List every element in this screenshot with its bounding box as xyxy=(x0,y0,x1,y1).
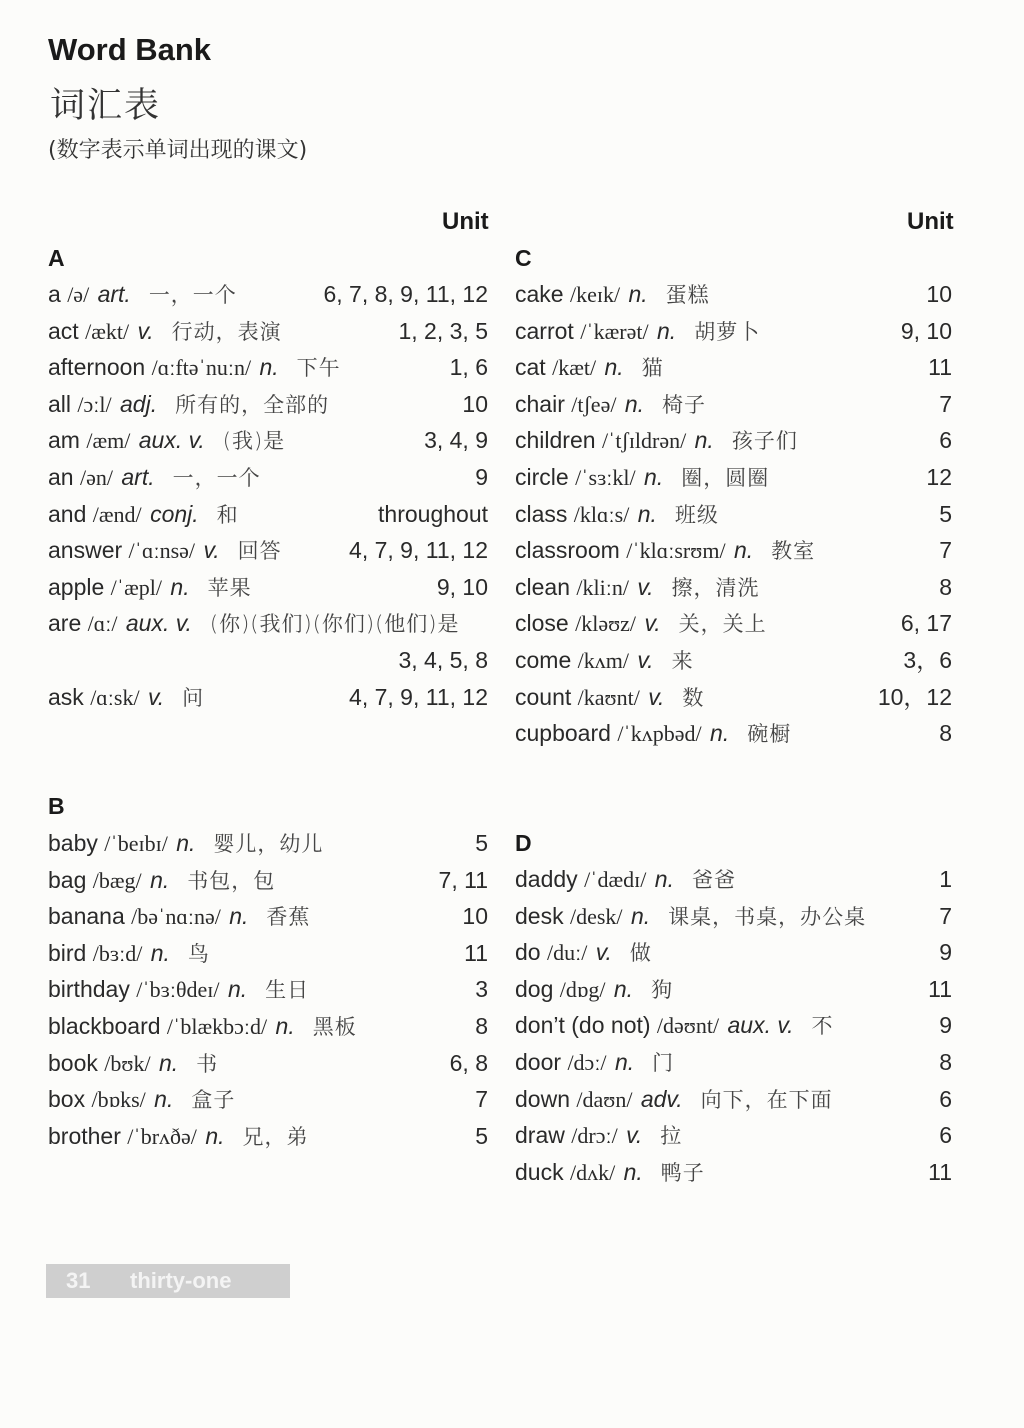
entry-word: brother xyxy=(48,1122,121,1149)
entry-units: 11 xyxy=(928,975,952,1002)
word-entry xyxy=(515,1119,952,1151)
entry-word: and xyxy=(48,500,87,527)
entry-units: 5 xyxy=(939,500,952,527)
entry-word: cupboard xyxy=(515,720,611,747)
entry-chinese-meaning: 门 xyxy=(652,1051,675,1075)
entry-word: birthday xyxy=(48,976,130,1003)
entry-units: 8 xyxy=(939,573,952,600)
entry-part-of-speech: n. xyxy=(644,464,664,490)
entry-part-of-speech: n. xyxy=(657,317,677,344)
entry-part-of-speech: n. xyxy=(637,500,657,527)
entry-word: an xyxy=(48,464,74,490)
word-entry xyxy=(48,1120,488,1152)
word-entry xyxy=(515,1009,952,1041)
entry-phonetic: /dʌk/ xyxy=(569,1159,616,1185)
entry-units: 7 xyxy=(939,902,952,929)
word-entry xyxy=(48,534,488,566)
entry-part-of-speech: v. xyxy=(203,537,220,564)
entry-phonetic: /ɑː/ xyxy=(87,611,118,637)
entry-word: don’t (do not) xyxy=(515,1012,651,1039)
entry-phonetic: /dɒg/ xyxy=(559,976,606,1002)
entry-phonetic: /tʃeə/ xyxy=(571,391,617,417)
entry-chinese-meaning: 孩子们 xyxy=(731,429,798,454)
entry-chinese-meaning: 香蕉 xyxy=(266,905,311,930)
entry-units: 3, 4, 5, 8 xyxy=(398,647,488,673)
entry-phonetic: /keɪk/ xyxy=(569,282,621,307)
entry-units: 8 xyxy=(475,1013,488,1039)
word-entry xyxy=(48,644,488,676)
word-entry xyxy=(515,388,952,420)
page-number-word: thirty-one xyxy=(130,1268,232,1293)
entry-units: 9 xyxy=(939,939,952,966)
entry-units: 6, 7, 8, 9, 11, 12 xyxy=(323,281,488,307)
entry-chinese-meaning: 和 xyxy=(216,502,239,527)
entry-phonetic: /ˈɑːnsə/ xyxy=(128,538,196,564)
word-entry xyxy=(48,1047,488,1079)
word-entry xyxy=(48,937,488,969)
entry-units: 4, 7, 9, 11, 12 xyxy=(349,683,488,710)
entry-phonetic: /ˈbeɪbɪ/ xyxy=(104,831,168,856)
entry-phonetic: /ˈtʃɪldrən/ xyxy=(601,428,687,454)
word-entry xyxy=(515,1083,952,1115)
entry-part-of-speech: n. xyxy=(176,830,196,856)
entry-chinese-meaning: 问 xyxy=(182,685,205,710)
entry-chinese-meaning: 向下，在下面 xyxy=(700,1087,833,1112)
entry-part-of-speech: n. xyxy=(624,390,645,417)
entry-chinese-meaning: 婴儿，幼儿 xyxy=(213,832,324,856)
entry-phonetic: /bɜːd/ xyxy=(92,940,143,966)
word-entry xyxy=(515,900,952,932)
entry-units: 8 xyxy=(939,1049,952,1075)
entry-phonetic: /ˈblækbɔːd/ xyxy=(166,1014,268,1039)
entry-units: 6, 17 xyxy=(900,610,952,637)
page-number: 31 xyxy=(66,1268,91,1293)
entry-units: 5 xyxy=(475,1122,488,1149)
entry-word: count xyxy=(515,683,572,710)
entry-part-of-speech: aux. v. xyxy=(138,427,205,454)
entry-word: afternoon xyxy=(48,354,146,381)
unit-header-left: Unit xyxy=(442,208,489,235)
entry-phonetic: /bɒks/ xyxy=(91,1087,146,1113)
word-entry xyxy=(48,864,488,896)
entry-part-of-speech: n. xyxy=(150,939,170,966)
entry-phonetic: /kæt/ xyxy=(552,355,597,381)
word-entry xyxy=(515,461,952,493)
entry-chinese-meaning: 圈，圆圈 xyxy=(681,466,770,490)
entry-units: 10 xyxy=(462,390,488,417)
entry-phonetic: /ˈdædɪ/ xyxy=(584,867,647,892)
word-entry xyxy=(515,534,952,566)
entry-word: dog xyxy=(515,975,554,1002)
entry-phonetic: /ɑːsk/ xyxy=(90,684,140,710)
entry-units: 7 xyxy=(939,390,952,417)
page-subtitle: 词汇表 xyxy=(50,86,162,126)
unit-header-right: Unit xyxy=(907,208,954,235)
entry-chinese-meaning: 下午 xyxy=(296,356,341,381)
entry-part-of-speech: n. xyxy=(275,1013,295,1039)
entry-part-of-speech: v. xyxy=(147,683,165,710)
entry-part-of-speech: adj. xyxy=(120,390,158,417)
entry-units: 6 xyxy=(939,1122,952,1149)
entry-phonetic: /ˈbɜːθdeɪ/ xyxy=(136,977,220,1003)
entry-units: 10，12 xyxy=(877,683,952,710)
entry-part-of-speech: n. xyxy=(150,866,170,893)
entry-part-of-speech: n. xyxy=(227,976,248,1003)
entry-word: are xyxy=(48,610,82,637)
word-entry xyxy=(515,278,952,310)
entry-units: 9 xyxy=(939,1012,952,1039)
entry-phonetic: /ɑːftəˈnuːn/ xyxy=(151,355,252,381)
entry-part-of-speech: art. xyxy=(121,464,155,490)
entry-word: duck xyxy=(515,1158,564,1185)
word-entry xyxy=(515,644,952,676)
word-entry xyxy=(48,1010,488,1042)
page-footer xyxy=(46,1264,290,1298)
entry-chinese-meaning: (你)(我们)(你们)(他们)是 xyxy=(209,612,460,637)
entry-phonetic: /desk/ xyxy=(569,903,623,929)
entry-chinese-meaning: 班级 xyxy=(674,502,719,527)
entry-word: close xyxy=(515,610,569,637)
entry-units: 1 xyxy=(939,866,952,892)
entry-word: daddy xyxy=(515,866,578,892)
word-entry xyxy=(515,315,952,347)
entry-part-of-speech: n. xyxy=(614,1049,635,1075)
entry-chinese-meaning: 黑板 xyxy=(312,1015,357,1039)
entry-chinese-meaning: 擦，清洗 xyxy=(671,575,760,600)
word-entry xyxy=(515,351,952,383)
entry-chinese-meaning: 课桌，书桌，办公桌 xyxy=(668,904,867,929)
entry-chinese-meaning: 狗 xyxy=(651,977,674,1002)
word-entry xyxy=(48,607,488,639)
entry-units: 9, 10 xyxy=(900,317,952,344)
entry-word: all xyxy=(48,390,72,417)
entry-phonetic: /duː/ xyxy=(546,940,588,966)
entry-word: chair xyxy=(515,390,565,417)
entry-units: 6, 8 xyxy=(449,1049,488,1076)
entry-units: 3 xyxy=(475,976,488,1003)
entry-word: bag xyxy=(48,866,87,893)
entry-word: bird xyxy=(48,939,87,966)
word-entry xyxy=(515,863,952,895)
entry-part-of-speech: n. xyxy=(158,1049,179,1076)
entry-phonetic: /æm/ xyxy=(86,428,131,454)
word-entry xyxy=(48,1083,488,1115)
entry-phonetic: /klɑːs/ xyxy=(573,501,630,527)
word-entry xyxy=(515,1156,952,1188)
entry-chinese-meaning: 胡萝卜 xyxy=(694,319,761,344)
entry-phonetic: /bʊk/ xyxy=(104,1050,151,1076)
entry-phonetic: /ˈkærət/ xyxy=(580,318,649,344)
entry-part-of-speech: n. xyxy=(229,903,249,930)
entry-chinese-meaning: 来 xyxy=(671,649,694,673)
entry-units: 3，6 xyxy=(903,647,952,673)
entry-word: cake xyxy=(515,281,564,307)
entry-part-of-speech: aux. v. xyxy=(727,1012,794,1039)
entry-units: 3, 4, 9 xyxy=(424,427,488,454)
entry-chinese-meaning: 一，一个 xyxy=(172,466,261,490)
word-entry xyxy=(48,827,488,859)
section-letter-a: A xyxy=(48,245,65,271)
entry-chinese-meaning: 教室 xyxy=(771,539,816,564)
entry-units: 9 xyxy=(475,464,488,490)
entry-part-of-speech: v. xyxy=(648,683,665,710)
entry-units: 10 xyxy=(462,903,488,930)
entry-units: 11 xyxy=(928,354,952,381)
entry-part-of-speech: v. xyxy=(637,647,654,673)
entry-units: 9, 10 xyxy=(436,573,488,600)
entry-word: ask xyxy=(48,683,84,710)
entry-chinese-meaning: (我)是 xyxy=(222,429,286,454)
entry-part-of-speech: n. xyxy=(170,573,190,600)
word-entry xyxy=(48,351,488,383)
section-letter-d: D xyxy=(515,830,532,856)
entry-units: 7 xyxy=(939,537,952,564)
entry-word: circle xyxy=(515,464,569,490)
entry-word: answer xyxy=(48,537,123,564)
section-letter-b: B xyxy=(48,793,65,819)
entry-units: 6 xyxy=(939,427,952,454)
entry-chinese-meaning: 做 xyxy=(629,941,652,966)
entry-phonetic: /ɔːl/ xyxy=(77,391,112,417)
entry-part-of-speech: n. xyxy=(628,281,648,307)
entry-part-of-speech: v. xyxy=(637,573,654,600)
entry-phonetic: /kləʊz/ xyxy=(575,611,637,637)
entry-chinese-meaning: 碗橱 xyxy=(747,722,792,747)
word-entry xyxy=(48,461,488,493)
word-entry xyxy=(48,571,488,603)
entry-word: door xyxy=(515,1049,562,1075)
entry-chinese-meaning: 生日 xyxy=(265,978,310,1003)
entry-units: 11 xyxy=(464,939,488,966)
entry-phonetic: /daʊn/ xyxy=(576,1086,633,1112)
word-entry xyxy=(48,498,488,530)
entry-word: clean xyxy=(515,573,570,600)
entry-chinese-meaning: 爸爸 xyxy=(691,868,736,892)
entry-chinese-meaning: 不 xyxy=(811,1014,834,1039)
entry-chinese-meaning: 蛋糕 xyxy=(665,283,710,307)
entry-phonetic: /dəʊnt/ xyxy=(656,1013,720,1039)
entry-chinese-meaning: 鸟 xyxy=(187,941,210,966)
entry-phonetic: /bəˈnɑːnə/ xyxy=(131,904,221,930)
entry-phonetic: /dɔː/ xyxy=(567,1050,607,1075)
entry-units: 12 xyxy=(926,464,952,490)
word-entry xyxy=(48,388,488,420)
entry-chinese-meaning: 苹果 xyxy=(207,575,252,600)
entry-part-of-speech: n. xyxy=(694,427,714,454)
entry-units: 8 xyxy=(939,720,952,747)
entry-phonetic: /ən/ xyxy=(79,465,113,490)
entry-word: down xyxy=(515,1085,570,1112)
entry-chinese-meaning: 猫 xyxy=(641,356,664,381)
entry-chinese-meaning: 鸭子 xyxy=(660,1160,705,1185)
entry-part-of-speech: n. xyxy=(154,1086,174,1113)
word-entry xyxy=(515,717,952,749)
word-entry xyxy=(515,571,952,603)
entry-word: carrot xyxy=(515,317,574,344)
word-entry xyxy=(48,973,488,1005)
entry-units: 7, 11 xyxy=(438,866,488,893)
word-entry xyxy=(48,278,488,310)
entry-units: 11 xyxy=(928,1158,952,1185)
entry-part-of-speech: n. xyxy=(733,537,754,564)
entry-chinese-meaning: 数 xyxy=(682,685,705,710)
entry-phonetic: /kʌm/ xyxy=(577,648,629,673)
page-note: (数字表示单词出现的课文) xyxy=(48,138,308,163)
word-entry xyxy=(515,681,952,713)
entry-word: book xyxy=(48,1049,98,1076)
entry-units: 1, 2, 3, 5 xyxy=(398,317,488,344)
entry-chinese-meaning: 书 xyxy=(196,1051,219,1076)
entry-units: 1, 6 xyxy=(449,354,488,381)
entry-phonetic: /kliːn/ xyxy=(576,574,629,600)
entry-phonetic: /ə/ xyxy=(67,282,90,307)
word-entry xyxy=(48,681,488,713)
entry-part-of-speech: aux. v. xyxy=(125,610,192,637)
entry-phonetic: /ænd/ xyxy=(92,501,142,527)
word-entry xyxy=(515,498,952,530)
entry-units: throughout xyxy=(378,500,488,527)
entry-part-of-speech: adv. xyxy=(640,1085,683,1112)
word-entry xyxy=(515,424,952,456)
entry-chinese-meaning: 兄，弟 xyxy=(242,1124,309,1149)
entry-word: draw xyxy=(515,1122,565,1149)
entry-part-of-speech: v. xyxy=(137,317,154,344)
entry-units: 6 xyxy=(939,1085,952,1112)
entry-phonetic: /ˈklɑːsrʊm/ xyxy=(626,538,726,564)
entry-phonetic: /kaʊnt/ xyxy=(577,684,640,710)
entry-phonetic: /ækt/ xyxy=(85,318,130,344)
entry-word: cat xyxy=(515,354,546,381)
word-entry xyxy=(515,1046,952,1078)
entry-word: desk xyxy=(515,902,564,929)
word-entry xyxy=(515,973,952,1005)
entry-part-of-speech: n. xyxy=(259,354,279,381)
entry-units: 4, 7, 9, 11, 12 xyxy=(349,537,488,564)
entry-chinese-meaning: 行动，表演 xyxy=(171,319,282,344)
entry-part-of-speech: n. xyxy=(623,1158,643,1185)
entry-part-of-speech: n. xyxy=(710,720,730,747)
entry-word: class xyxy=(515,500,568,527)
entry-word: apple xyxy=(48,573,105,600)
entry-chinese-meaning: 一，一个 xyxy=(148,283,237,307)
entry-part-of-speech: art. xyxy=(97,281,131,307)
entry-word: am xyxy=(48,427,80,454)
entry-units: 5 xyxy=(475,830,488,856)
entry-part-of-speech: n. xyxy=(205,1122,225,1149)
word-entry xyxy=(48,900,488,932)
entry-chinese-meaning: 椅子 xyxy=(662,392,707,417)
word-entry xyxy=(515,936,952,968)
word-entry xyxy=(515,607,952,639)
entry-word: do xyxy=(515,939,541,966)
entry-word: act xyxy=(48,317,79,344)
entry-phonetic: /ˈkʌpbəd/ xyxy=(617,721,702,747)
entry-phonetic: /ˈbrʌðə/ xyxy=(127,1123,197,1149)
entry-part-of-speech: n. xyxy=(654,866,674,892)
entry-part-of-speech: n. xyxy=(630,902,651,929)
entry-chinese-meaning: 回答 xyxy=(237,539,282,564)
entry-phonetic: /bæg/ xyxy=(92,867,142,893)
entry-word: classroom xyxy=(515,537,620,564)
entry-chinese-meaning: 关，关上 xyxy=(678,612,767,637)
entry-word: baby xyxy=(48,830,98,856)
entry-units: 7 xyxy=(475,1086,488,1113)
word-entry xyxy=(48,424,488,456)
entry-part-of-speech: v. xyxy=(644,610,661,637)
entry-chinese-meaning: 盒子 xyxy=(191,1088,236,1113)
entry-chinese-meaning: 拉 xyxy=(660,1124,683,1149)
page-title: Word Bank xyxy=(48,32,212,67)
entry-word: a xyxy=(48,281,61,307)
entry-part-of-speech: conj. xyxy=(150,500,199,527)
entry-part-of-speech: v. xyxy=(595,939,612,966)
entry-part-of-speech: n. xyxy=(604,354,624,381)
entry-chinese-meaning: 所有的，全部的 xyxy=(175,392,330,417)
entry-chinese-meaning: 书包，包 xyxy=(187,868,276,893)
entry-phonetic: /ˈsɜːkl/ xyxy=(575,465,636,490)
entry-part-of-speech: v. xyxy=(626,1122,643,1149)
entry-word: children xyxy=(515,427,596,454)
entry-word: banana xyxy=(48,903,125,930)
section-letter-c: C xyxy=(515,245,532,271)
entry-word: come xyxy=(515,647,572,673)
entry-phonetic: /drɔː/ xyxy=(571,1123,618,1149)
entry-units: 10 xyxy=(926,281,952,307)
entry-part-of-speech: n. xyxy=(613,975,634,1002)
entry-word: blackboard xyxy=(48,1013,161,1039)
entry-phonetic: /ˈæpl/ xyxy=(110,574,163,600)
word-entry xyxy=(48,315,488,347)
entry-word: box xyxy=(48,1086,86,1113)
